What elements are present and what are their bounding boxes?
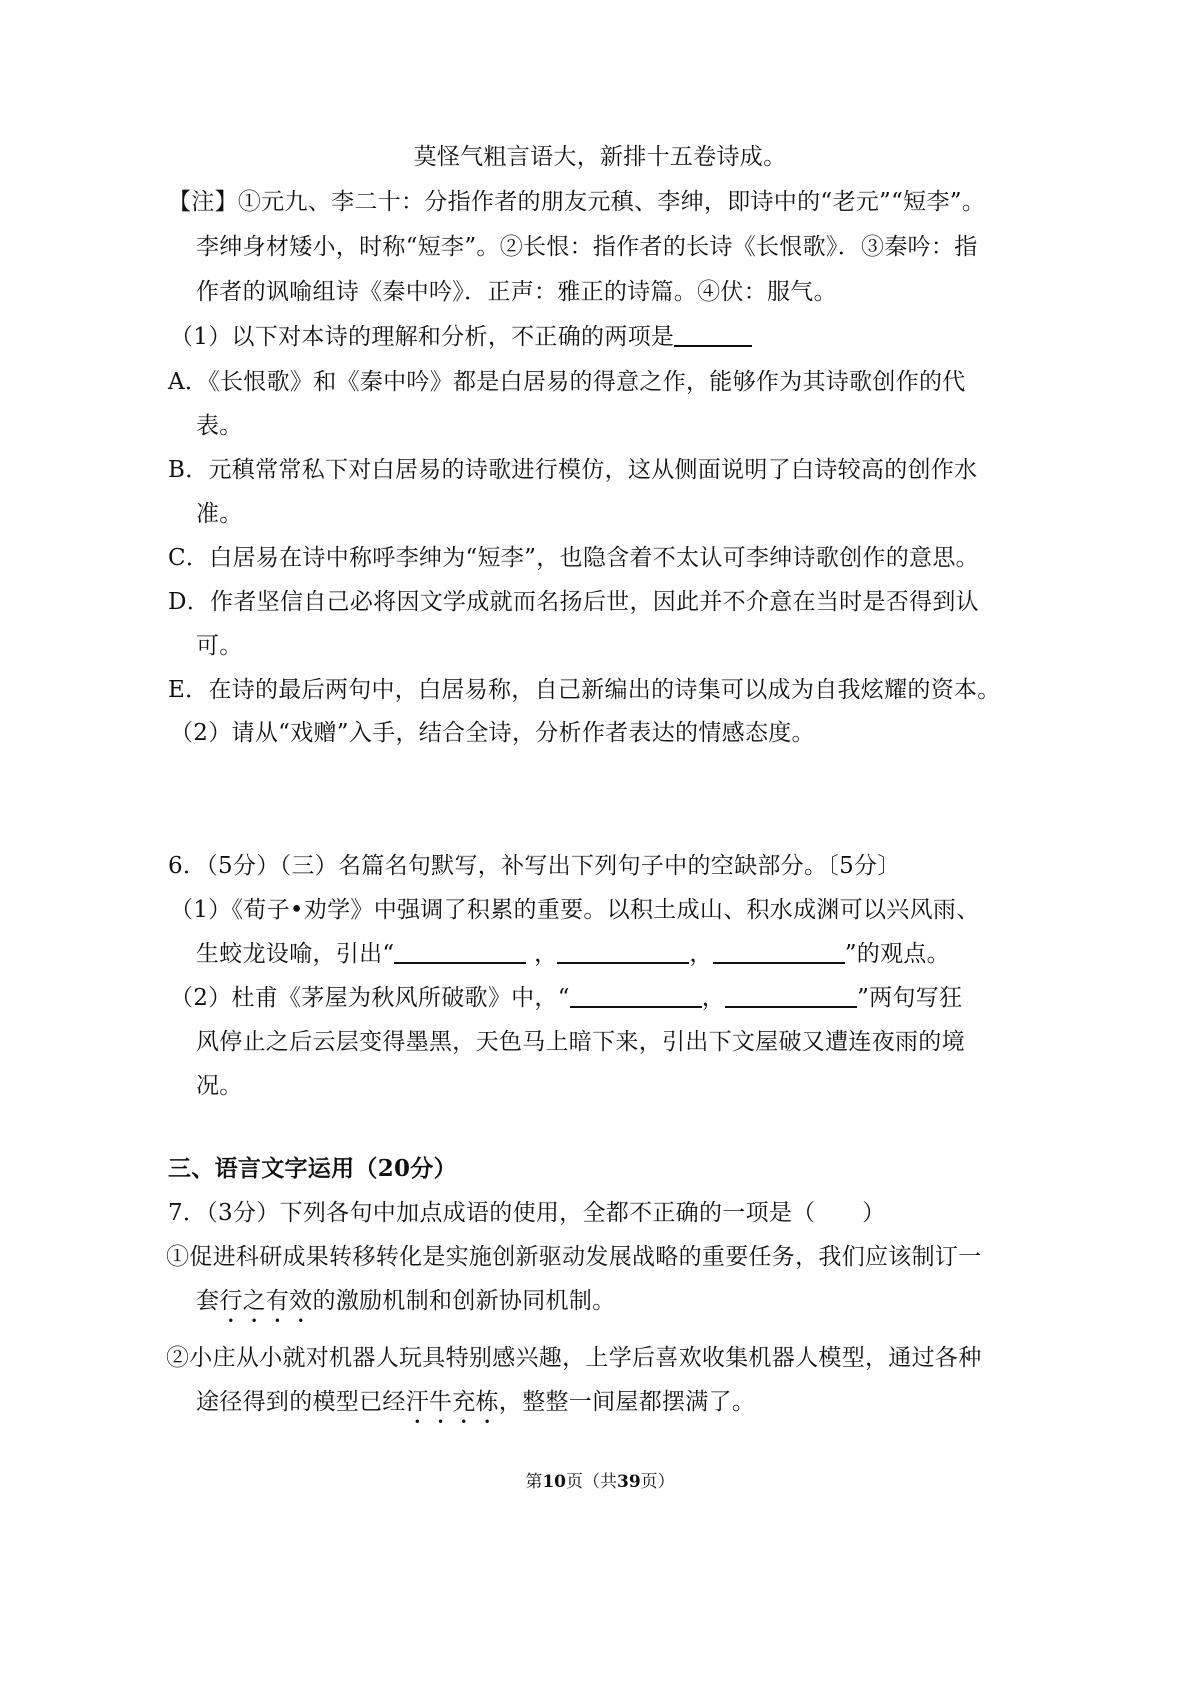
page-footer	[0, 1467, 1200, 1492]
q6-sub1-line2	[196, 939, 950, 969]
q7-title: 7．（3分）下列各句中加点成语的使用，全都不正确的一项是（ ）	[168, 1200, 886, 1226]
q7-item2-line2	[196, 1387, 755, 1429]
poem-last-line: 莫怪气粗言语大，新排十五卷诗成。	[413, 144, 787, 170]
note-line-1: 【注】①元九、李二十：分指作者的朋友元稹、李绅，即诗中的“老元”“短李”。	[168, 189, 986, 215]
answer-blank[interactable]	[570, 984, 702, 1008]
q5-option-e: E．在诗的最后两句中，白居易称，自己新编出的诗集可以成为自我炫耀的资本。	[168, 677, 1001, 703]
q5-option-d-line1: D．作者坚信自己必将因文学成就而名扬后世，因此并不介意在当时是否得到认	[168, 589, 979, 615]
q7-item2-text-a: 途径得到的模型已经	[196, 1389, 406, 1415]
q5-option-a-line1: A．《长恨歌》和《秦中吟》都是白居易的得意之作，能够作为其诗歌创作的代	[168, 369, 966, 395]
q6-sub2-prefix: （2）杜甫《茅屋为秋风所破歌》中，“	[170, 985, 570, 1011]
q6-sub1-suffix: ”的观点。	[844, 941, 950, 967]
q7-item1-line1: ①促进科研成果转移转化是实施创新驱动发展战略的重要任务，我们应该制订一	[166, 1244, 982, 1270]
q5-option-b-line2: 准。	[196, 501, 243, 527]
footer-prefix: 第	[525, 1472, 543, 1492]
separator: ，	[534, 941, 558, 967]
dotted-idiom: 汗牛充栋	[405, 1389, 499, 1415]
footer-middle: 页（共	[566, 1472, 617, 1492]
answer-blank[interactable]	[725, 984, 857, 1008]
separator: ，	[689, 941, 713, 967]
dotted-idiom: 行之有效	[219, 1288, 313, 1314]
q5-option-c: C．白居易在诗中称呼李绅为“短李”，也隐含着不太认可李绅诗歌创作的意思。	[168, 545, 979, 571]
q5-option-b-line1: B．元稹常常私下对白居易的诗歌进行模仿，这从侧面说明了白诗较高的创作水	[168, 457, 978, 483]
q6-sub2-line1	[170, 983, 962, 1013]
section-heading: 三、语言文字运用（20分）	[168, 1155, 457, 1182]
footer-suffix: 页）	[640, 1472, 675, 1492]
q5-sub2: （2）请从“戏赠”入手，结合全诗，分析作者表达的情感态度。	[170, 720, 815, 746]
note-line-3: 作者的讽喻组诗《秦中吟》．正声：雅正的诗篇。④伏：服气。	[196, 279, 837, 305]
answer-blank[interactable]	[394, 940, 526, 964]
q6-title: 6．（5分）（三）名篇名句默写，补写出下列句子中的空缺部分。〔5分〕	[168, 853, 901, 879]
q6-sub2-suffix: ”两句写狂	[857, 985, 963, 1011]
q6-sub2-line3: 况。	[196, 1073, 243, 1099]
q6-sub1-prefix: 生蛟龙设喻，引出“	[196, 941, 395, 967]
q7-item1-line2	[196, 1286, 615, 1328]
footer-page-number: 10	[542, 1472, 566, 1492]
q5-option-a-line2: 表。	[196, 413, 243, 439]
q7-item1-text-a: 套	[196, 1288, 220, 1314]
separator: ，	[701, 985, 726, 1011]
answer-blank[interactable]	[557, 940, 689, 964]
q7-item2-text-b: ，整整一间屋都摆满了。	[498, 1389, 756, 1415]
q6-sub2-line2: 风停止之后云层变得墨黑，天色马上暗下来，引出下文屋破又遭连夜雨的境	[196, 1029, 965, 1055]
answer-blank[interactable]	[674, 323, 752, 347]
answer-blank[interactable]	[713, 940, 845, 964]
note-line-2: 李绅身材矮小，时称“短李”。②长恨：指作者的长诗《长恨歌》．③秦吟：指	[196, 234, 978, 260]
q7-item1-text-b: 的激励机制和创新协同机制。	[312, 1288, 616, 1314]
q5-sub1	[170, 322, 752, 352]
q5-option-d-line2: 可。	[196, 633, 243, 659]
q6-sub1-line1: （1）《荀子•劝学》中强调了积累的重要。以积土成山、积水成渊可以兴风雨、	[170, 897, 980, 923]
q5-sub1-text: （1）以下对本诗的理解和分析，不正确的两项是	[170, 324, 675, 350]
q7-item2-line1: ②小庄从小就对机器人玩具特别感兴趣，上学后喜欢收集机器人模型，通过各种	[166, 1345, 982, 1371]
footer-total-pages: 39	[617, 1472, 641, 1492]
